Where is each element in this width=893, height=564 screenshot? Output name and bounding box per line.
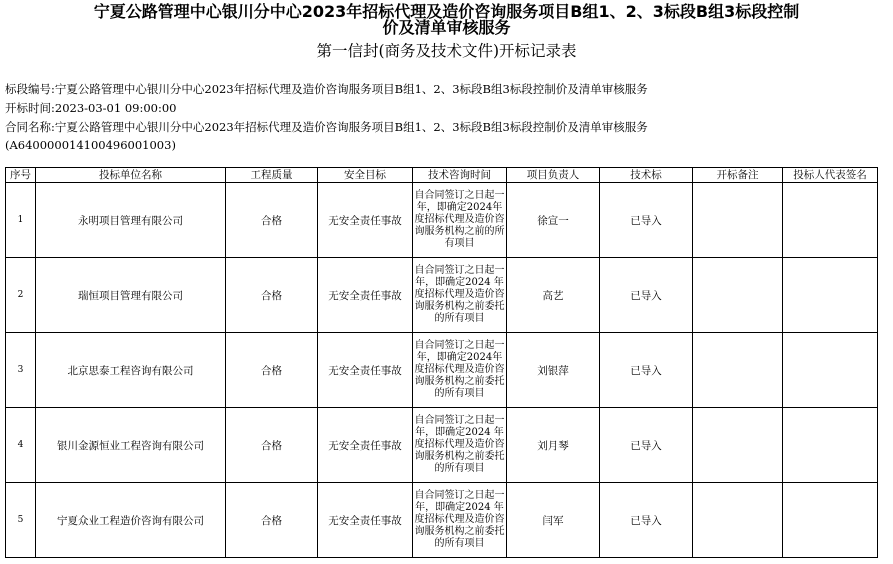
cell-lead: 徐宣一 <box>507 183 600 258</box>
cell-quality: 合格 <box>226 408 318 483</box>
contract-code: (A640000014100496001003) <box>5 138 176 152</box>
cell-safety: 无安全责任事故 <box>318 483 413 558</box>
cell-sign <box>783 483 878 558</box>
column-header-remark: 开标备注 <box>693 168 783 183</box>
cell-unit: 永明项目管理有限公司 <box>36 183 226 258</box>
cell-safety: 无安全责任事故 <box>318 408 413 483</box>
cell-quality: 合格 <box>226 258 318 333</box>
cell-no: 5 <box>6 483 36 558</box>
cell-lead: 高艺 <box>507 258 600 333</box>
column-header-unit: 投标单位名称 <box>36 168 226 183</box>
column-header-sign: 投标人代表签名 <box>783 168 878 183</box>
open-time: 开标时间:2023-03-01 09:00:00 <box>5 101 177 115</box>
table-row <box>6 258 878 333</box>
cell-remark <box>693 333 783 408</box>
column-header-tech: 技术标 <box>600 168 693 183</box>
cell-sign <box>783 258 878 333</box>
cell-tech: 已导入 <box>600 408 693 483</box>
cell-no: 1 <box>6 183 36 258</box>
document-subtitle: 第一信封(商务及技术文件)开标记录表 <box>316 42 577 60</box>
cell-safety: 无安全责任事故 <box>318 183 413 258</box>
column-header-no: 序号 <box>6 168 36 183</box>
cell-quality: 合格 <box>226 333 318 408</box>
cell-lead: 闫军 <box>507 483 600 558</box>
cell-quality: 合格 <box>226 183 318 258</box>
cell-safety: 无安全责任事故 <box>318 333 413 408</box>
cell-remark <box>693 408 783 483</box>
cell-sign <box>783 183 878 258</box>
cell-remark <box>693 483 783 558</box>
cell-quality: 合格 <box>226 483 318 558</box>
title-line-1: 宁夏公路管理中心银川分中心2023年招标代理及造价咨询服务项目B组1、2、3标段B组3标段控制 <box>93 2 800 21</box>
section-number: 标段编号:宁夏公路管理中心银川分中心2023年招标代理及造价咨询服务项目B组1、2、3标段B组3标段控制价及清单审核服务 <box>5 82 648 96</box>
cell-no: 2 <box>6 258 36 333</box>
table-row <box>6 483 878 558</box>
cell-period: 自合同签订之日起一年，即确定2024 年度招标代理及造价咨询服务机构之前委托的所有项目 <box>413 483 507 558</box>
column-header-period: 技术咨询时间 <box>413 168 507 183</box>
cell-remark <box>693 258 783 333</box>
cell-no: 3 <box>6 333 36 408</box>
cell-period: 自合同签订之日起一年，即确定2024年度招标代理及造价咨询服务机构之前的所有项目 <box>413 183 507 258</box>
cell-unit: 宁夏众业工程造价咨询有限公司 <box>36 483 226 558</box>
cell-unit: 北京思泰工程咨询有限公司 <box>36 333 226 408</box>
cell-safety: 无安全责任事故 <box>318 258 413 333</box>
cell-lead: 刘月琴 <box>507 408 600 483</box>
cell-tech: 已导入 <box>600 483 693 558</box>
cell-sign <box>783 333 878 408</box>
cell-unit: 瑞恒项目管理有限公司 <box>36 258 226 333</box>
cell-period: 自合同签订之日起一年，即确定2024年度招标代理及造价咨询服务机构之前委托的所有项目 <box>413 333 507 408</box>
cell-tech: 已导入 <box>600 258 693 333</box>
document-title <box>0 4 893 36</box>
cell-lead: 刘银萍 <box>507 333 600 408</box>
column-header-lead: 项目负责人 <box>507 168 600 183</box>
cell-period: 自合同签订之日起一年，即确定2024 年度招标代理及造价咨询服务机构之前委托的所有项目 <box>413 258 507 333</box>
contract-name: 合同名称:宁夏公路管理中心银川分中心2023年招标代理及造价咨询服务项目B组1、2、3标段B组3标段控制价及清单审核服务 <box>5 120 648 134</box>
table-row <box>6 408 878 483</box>
table-row <box>6 183 878 258</box>
cell-tech: 已导入 <box>600 183 693 258</box>
cell-sign <box>783 408 878 483</box>
bid-opening-table <box>5 167 878 558</box>
cell-remark <box>693 183 783 258</box>
cell-no: 4 <box>6 408 36 483</box>
cell-tech: 已导入 <box>600 333 693 408</box>
column-header-safety: 安全目标 <box>318 168 413 183</box>
table-row <box>6 333 878 408</box>
column-header-quality: 工程质量 <box>226 168 318 183</box>
cell-unit: 银川金源恒业工程咨询有限公司 <box>36 408 226 483</box>
title-line-2: 价及清单审核服务 <box>382 18 511 37</box>
cell-period: 自合同签订之日起一年，即确定2024 年度招标代理及造价咨询服务机构之前委托的所有项目 <box>413 408 507 483</box>
table-header-row <box>6 168 878 183</box>
